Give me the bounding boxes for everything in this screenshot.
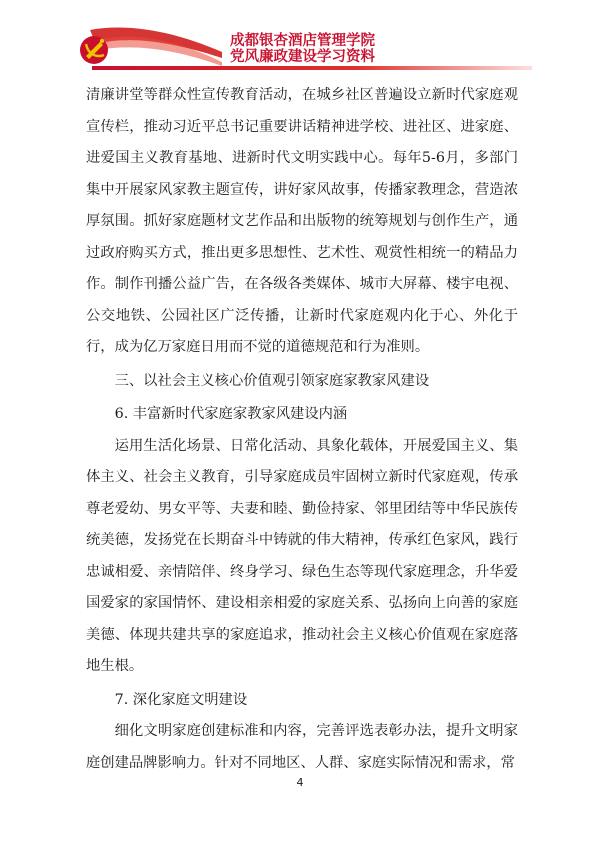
- paragraph-1: 清廉讲堂等群众性宣传教育活动，在城乡社区普遍设立新时代家庭观宣传栏，推动习近平总书记重要讲话精神进学校、进社区、进家庭、进爱国主义教育基地、进新时代文明实践中心。每年5-6月，多部门集中开展家风家教主题宣传，讲好家风故事，传播家教理念，营造浓厚氛围。抓好家庭题材文艺作品和出版物的统筹规划与创作生产，通过政府购买方式，推出更多思想性、艺术性、观赏性相统一的精品力作。制作刊播公益广告，在各级各类媒体、城市大屏幕、楼宇电视、公交地铁、公园社区广泛传播，让新时代家庭观内化于心、外化于行，成为亿万家庭日用而不觉的道德规范和行为准则。: [86, 87, 518, 355]
- document-body: [86, 80, 518, 779]
- party-emblem-flag-icon: [72, 22, 222, 72]
- header-title-line1: 成都银杏酒店管理学院: [230, 33, 375, 49]
- item-7-heading: 7. 深化家庭文明建设: [114, 691, 248, 708]
- page-header: [0, 0, 600, 80]
- header-title: [230, 33, 430, 65]
- header-title-line2: 党风廉政建设学习资料: [230, 49, 375, 65]
- item-6-heading: 6. 丰富新时代家庭家教家风建设内涵: [114, 406, 348, 422]
- paragraph-3: 细化文明家庭创建标准和内容，完善评选表彰办法，提升文明家庭创建品牌影响力。针对不同地区、人群、家庭实际情况和需求，常: [86, 723, 518, 771]
- paragraph-2: 运用生活化场景、日常化活动、具象化载体，开展爱国主义、集体主义、社会主义教育，引导家庭成员牢固树立新时代家庭观，传承尊老爱幼、男女平等、夫妻和睦、勤俭持家、邻里团结等中华民族传统美德，发扬党在长期奋斗中铸就的伟大精神，传承红色家风，践行忠诚相爱、亲情陪伴、终身学习、绿色生态等现代家庭理念，升华爱国爱家的家国情怀、建设相亲相爱的家庭关系、弘扬向上向善的家庭美德、体现共建共享的家庭追求，推动社会主义核心价值观在家庭落地生根。: [86, 437, 518, 674]
- header-divider: [92, 66, 532, 70]
- section-3-heading: 三、以社会主义核心价值观引领家庭家教家风建设: [114, 372, 430, 389]
- page-number: 4: [296, 776, 304, 789]
